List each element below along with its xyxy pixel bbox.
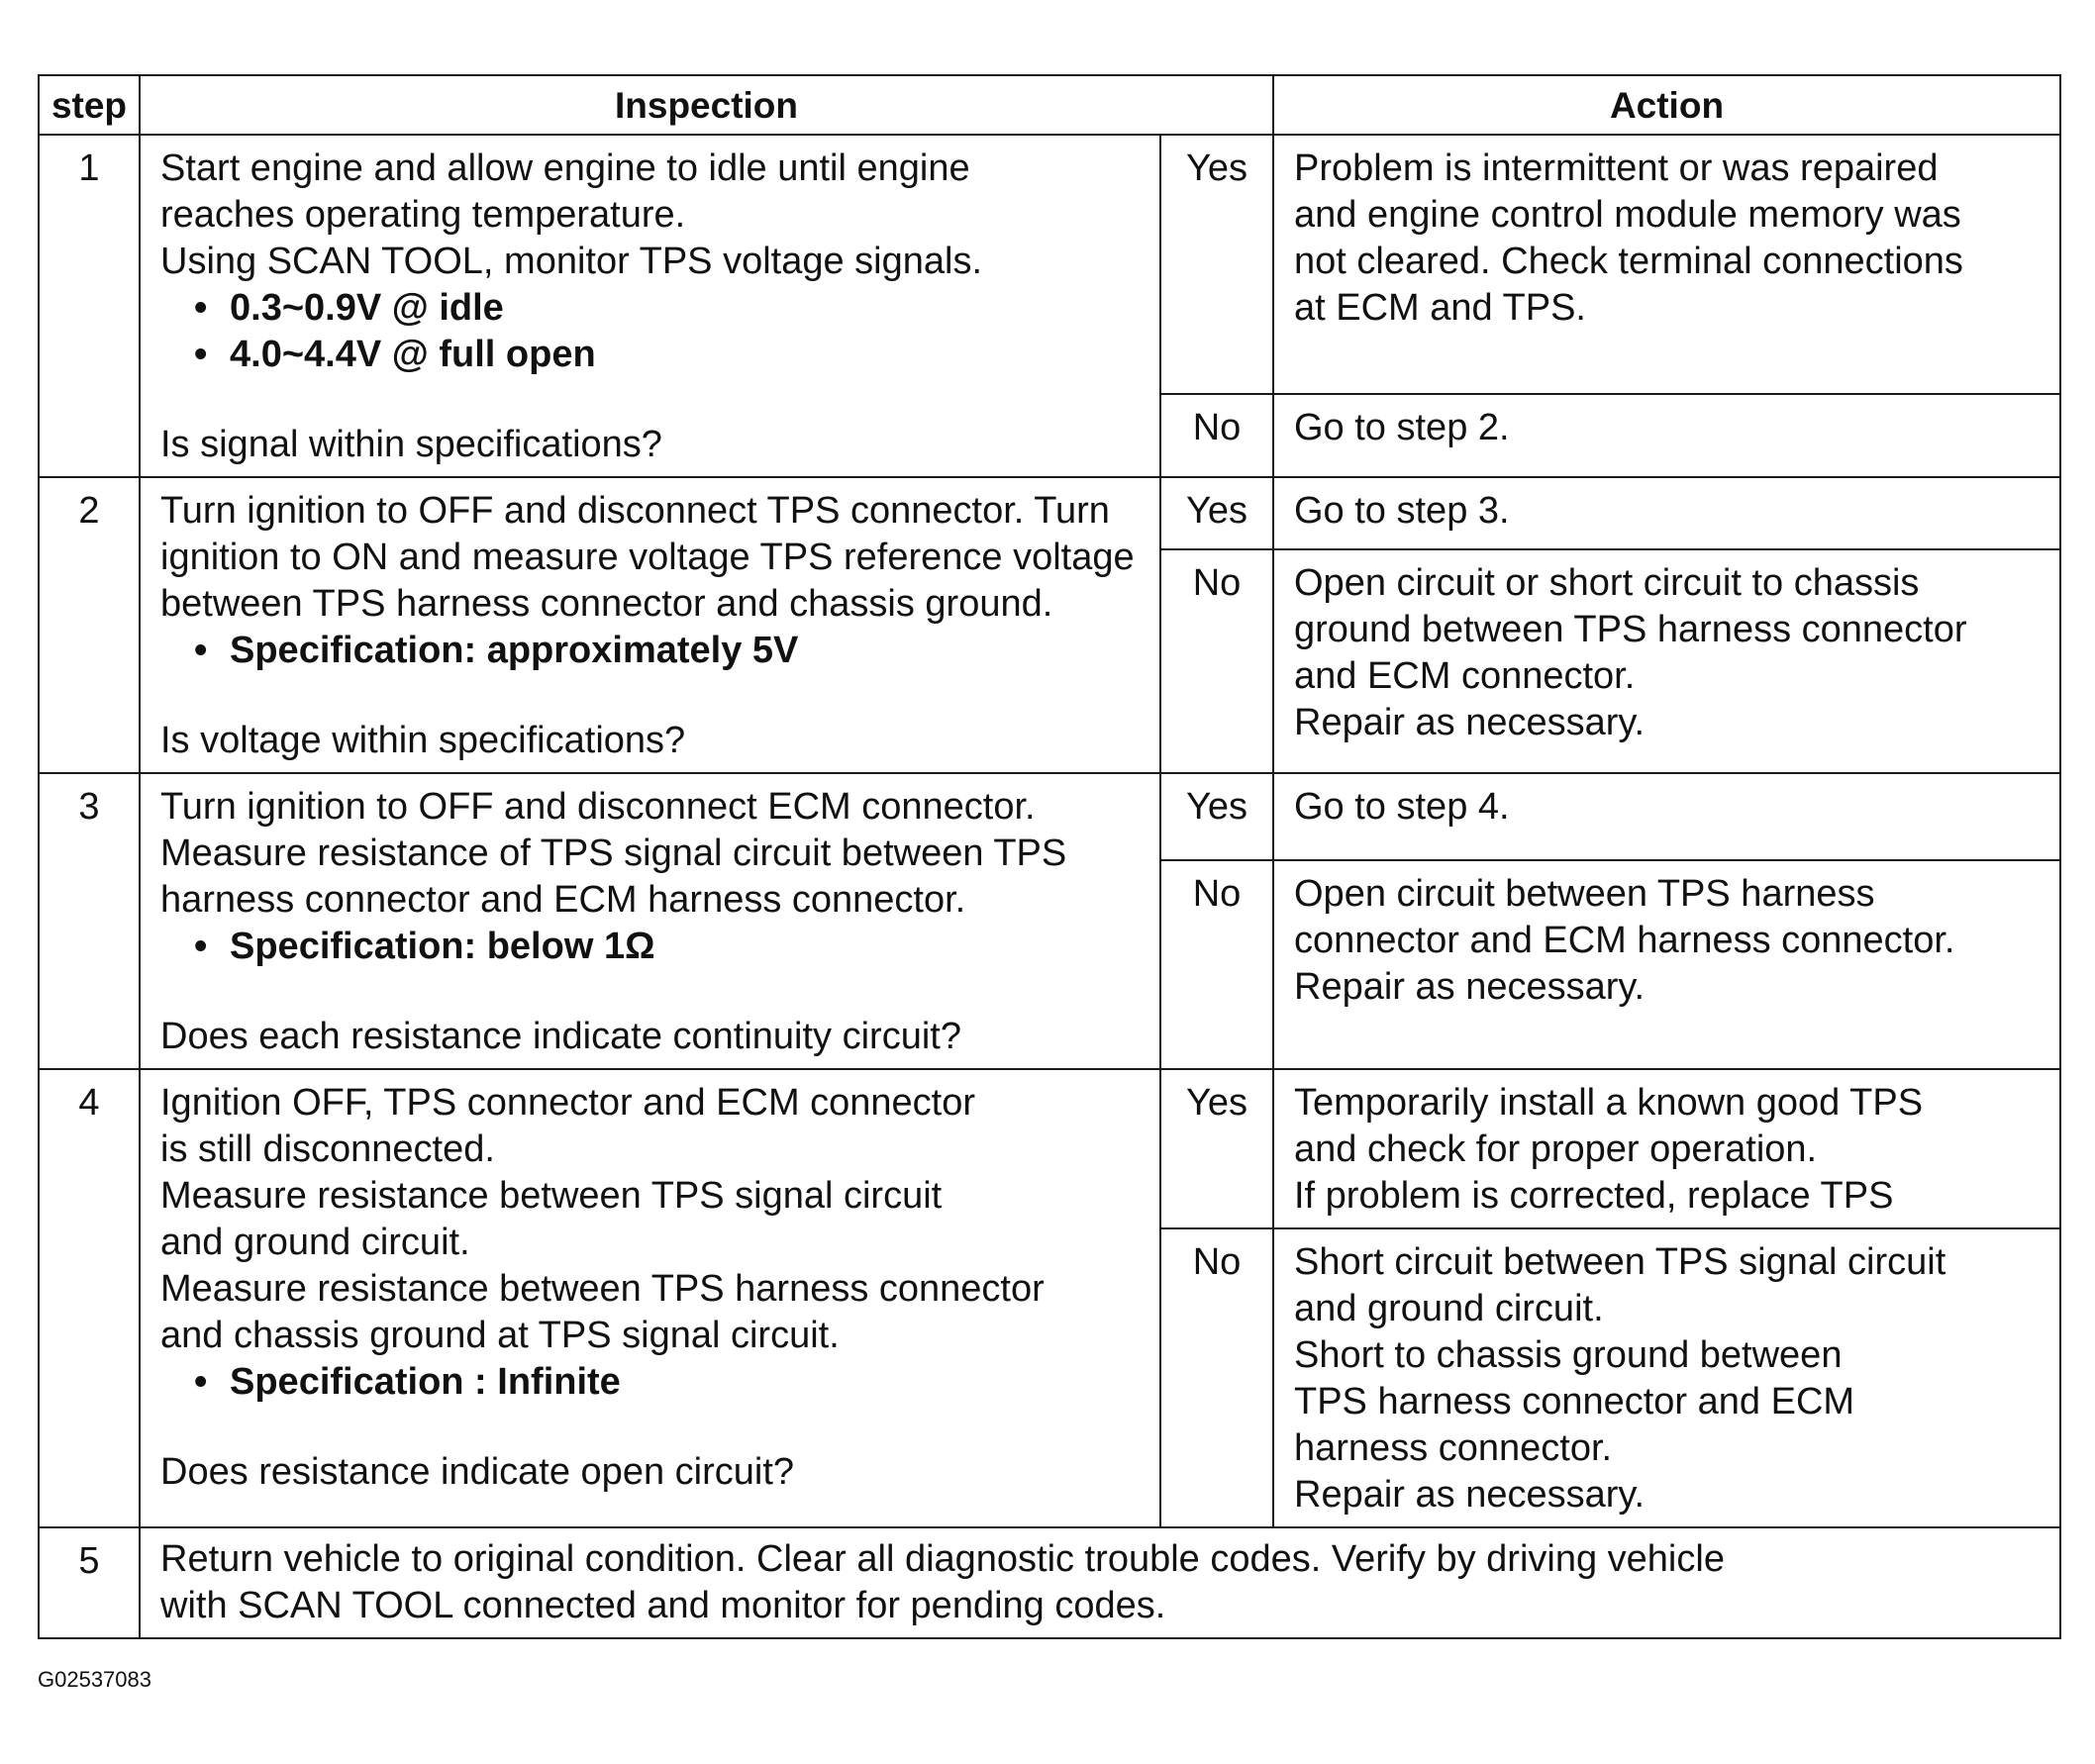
inspection-line: Start engine and allow engine to idle until engine bbox=[160, 147, 970, 189]
bullet-icon: • bbox=[194, 926, 208, 967]
no-action bbox=[1273, 860, 2060, 1069]
inspection-cell bbox=[140, 1069, 1160, 1527]
final-line: with SCAN TOOL connected and monitor for pending codes. bbox=[160, 1585, 1166, 1626]
spec-item bbox=[160, 924, 1144, 970]
yes-label: Yes bbox=[1160, 135, 1273, 394]
action-line: If problem is corrected, replace TPS bbox=[1294, 1175, 1894, 1217]
inspection-line: Turn ignition to OFF and disconnect ECM connector. bbox=[160, 786, 1036, 828]
action-line: and engine control module memory was bbox=[1294, 194, 1961, 236]
action-line: at ECM and TPS. bbox=[1294, 287, 1586, 329]
figure-code: G02537083 bbox=[38, 1667, 151, 1692]
inspection-line: and chassis ground at TPS signal circuit. bbox=[160, 1315, 840, 1356]
step-row-3-yes bbox=[39, 773, 2060, 860]
action-line: Short circuit between TPS signal circuit bbox=[1294, 1241, 1946, 1283]
action-line: Open circuit or short circuit to chassis bbox=[1294, 561, 1920, 604]
step-row-4-yes bbox=[39, 1069, 2060, 1228]
inspection-line: harness connector and ECM harness connector. bbox=[160, 879, 966, 921]
action-line: Repair as necessary. bbox=[1294, 701, 1646, 743]
step-number: 5 bbox=[39, 1527, 140, 1638]
yes-action bbox=[1273, 477, 2060, 549]
yes-action bbox=[1273, 773, 2060, 860]
inspection-question: Is voltage within specifications? bbox=[160, 720, 686, 761]
inspection-line: between TPS harness connector and chassis ground. bbox=[160, 583, 1053, 625]
spacer bbox=[160, 1406, 1144, 1449]
spec-item bbox=[160, 332, 1144, 378]
diagnostic-table bbox=[38, 74, 2061, 1639]
no-action bbox=[1273, 1228, 2060, 1527]
spacer bbox=[160, 970, 1144, 1014]
spec-text: Specification: below 1Ω bbox=[230, 926, 655, 967]
inspection-question: Does each resistance indicate continuity circuit? bbox=[160, 1016, 961, 1057]
spec-item bbox=[160, 628, 1144, 674]
spec-item bbox=[160, 1359, 1144, 1406]
action-line: Go to step 3. bbox=[1294, 490, 1510, 532]
inspection-line: Measure resistance of TPS signal circuit between TPS bbox=[160, 833, 1067, 874]
step-number: 3 bbox=[39, 773, 140, 1069]
step-number: 4 bbox=[39, 1069, 140, 1527]
action-line: Go to step 2. bbox=[1294, 406, 1510, 448]
step-number: 2 bbox=[39, 477, 140, 773]
action-line: Open circuit between TPS harness bbox=[1294, 872, 1875, 915]
inspection-cell bbox=[140, 773, 1160, 1069]
action-line: TPS harness connector and ECM bbox=[1294, 1381, 1855, 1422]
yes-action bbox=[1273, 135, 2060, 394]
bullet-icon: • bbox=[194, 287, 208, 329]
bullet-icon: • bbox=[194, 1361, 208, 1403]
inspection-cell bbox=[140, 477, 1160, 773]
action-line: Go to step 4. bbox=[1294, 786, 1510, 828]
inspection-line: Measure resistance between TPS harness connector bbox=[160, 1268, 1045, 1310]
action-line: not cleared. Check terminal connections bbox=[1294, 241, 1963, 282]
yes-action bbox=[1273, 1069, 2060, 1228]
spacer bbox=[160, 674, 1144, 718]
inspection-line: Using SCAN TOOL, monitor TPS voltage signals. bbox=[160, 241, 983, 282]
inspection-line: Ignition OFF, TPS connector and ECM connector bbox=[160, 1082, 976, 1124]
final-line: Return vehicle to original condition. Clear all diagnostic trouble codes. Verify by driving vehicle bbox=[160, 1538, 1725, 1580]
table-body bbox=[39, 135, 2060, 1638]
spec-text: 0.3~0.9V @ idle bbox=[230, 287, 504, 329]
bullet-icon: • bbox=[194, 630, 208, 671]
action-line: Repair as necessary. bbox=[1294, 1474, 1646, 1516]
inspection-line: Turn ignition to OFF and disconnect TPS connector. Turn bbox=[160, 490, 1110, 532]
final-step-text bbox=[140, 1527, 2060, 1638]
step-row-1-yes bbox=[39, 135, 2060, 394]
bullet-icon: • bbox=[194, 334, 208, 375]
action-line: Short to chassis ground between bbox=[1294, 1334, 1843, 1376]
header-inspection: Inspection bbox=[140, 75, 1273, 135]
spec-text: Specification : Infinite bbox=[230, 1361, 621, 1403]
no-label: No bbox=[1160, 1228, 1273, 1527]
spec-item bbox=[160, 285, 1144, 332]
spec-text: Specification: approximately 5V bbox=[230, 630, 799, 671]
header-row bbox=[39, 75, 2060, 135]
action-line: and ground circuit. bbox=[1294, 1288, 1604, 1329]
inspection-line: reaches operating temperature. bbox=[160, 194, 686, 236]
no-action bbox=[1273, 394, 2060, 477]
inspection-cell bbox=[140, 135, 1160, 477]
yes-label: Yes bbox=[1160, 477, 1273, 549]
action-line: harness connector. bbox=[1294, 1427, 1613, 1469]
step-row-5 bbox=[39, 1527, 2060, 1638]
inspection-line: ignition to ON and measure voltage TPS reference voltage bbox=[160, 537, 1135, 578]
spec-text: 4.0~4.4V @ full open bbox=[230, 334, 596, 375]
inspection-question: Does resistance indicate open circuit? bbox=[160, 1451, 795, 1493]
action-line: and ECM connector. bbox=[1294, 654, 1636, 697]
no-action bbox=[1273, 549, 2060, 773]
action-line: connector and ECM harness connector. bbox=[1294, 919, 1955, 961]
no-label: No bbox=[1160, 860, 1273, 1069]
header-step: step bbox=[39, 75, 140, 135]
step-number: 1 bbox=[39, 135, 140, 477]
no-label: No bbox=[1160, 394, 1273, 477]
spacer bbox=[160, 378, 1144, 422]
action-line: Temporarily install a known good TPS bbox=[1294, 1082, 1924, 1124]
yes-label: Yes bbox=[1160, 1069, 1273, 1228]
action-line: Problem is intermittent or was repaired bbox=[1294, 147, 1939, 189]
inspection-line: and ground circuit. bbox=[160, 1222, 470, 1263]
inspection-line: is still disconnected. bbox=[160, 1128, 495, 1170]
action-line: ground between TPS harness connector bbox=[1294, 608, 1967, 650]
header-action: Action bbox=[1273, 75, 2060, 135]
yes-label: Yes bbox=[1160, 773, 1273, 860]
action-line: Repair as necessary. bbox=[1294, 965, 1646, 1008]
step-row-2-yes bbox=[39, 477, 2060, 549]
inspection-question: Is signal within specifications? bbox=[160, 424, 662, 465]
inspection-line: Measure resistance between TPS signal circuit bbox=[160, 1175, 943, 1217]
no-label: No bbox=[1160, 549, 1273, 773]
action-line: and check for proper operation. bbox=[1294, 1128, 1818, 1170]
